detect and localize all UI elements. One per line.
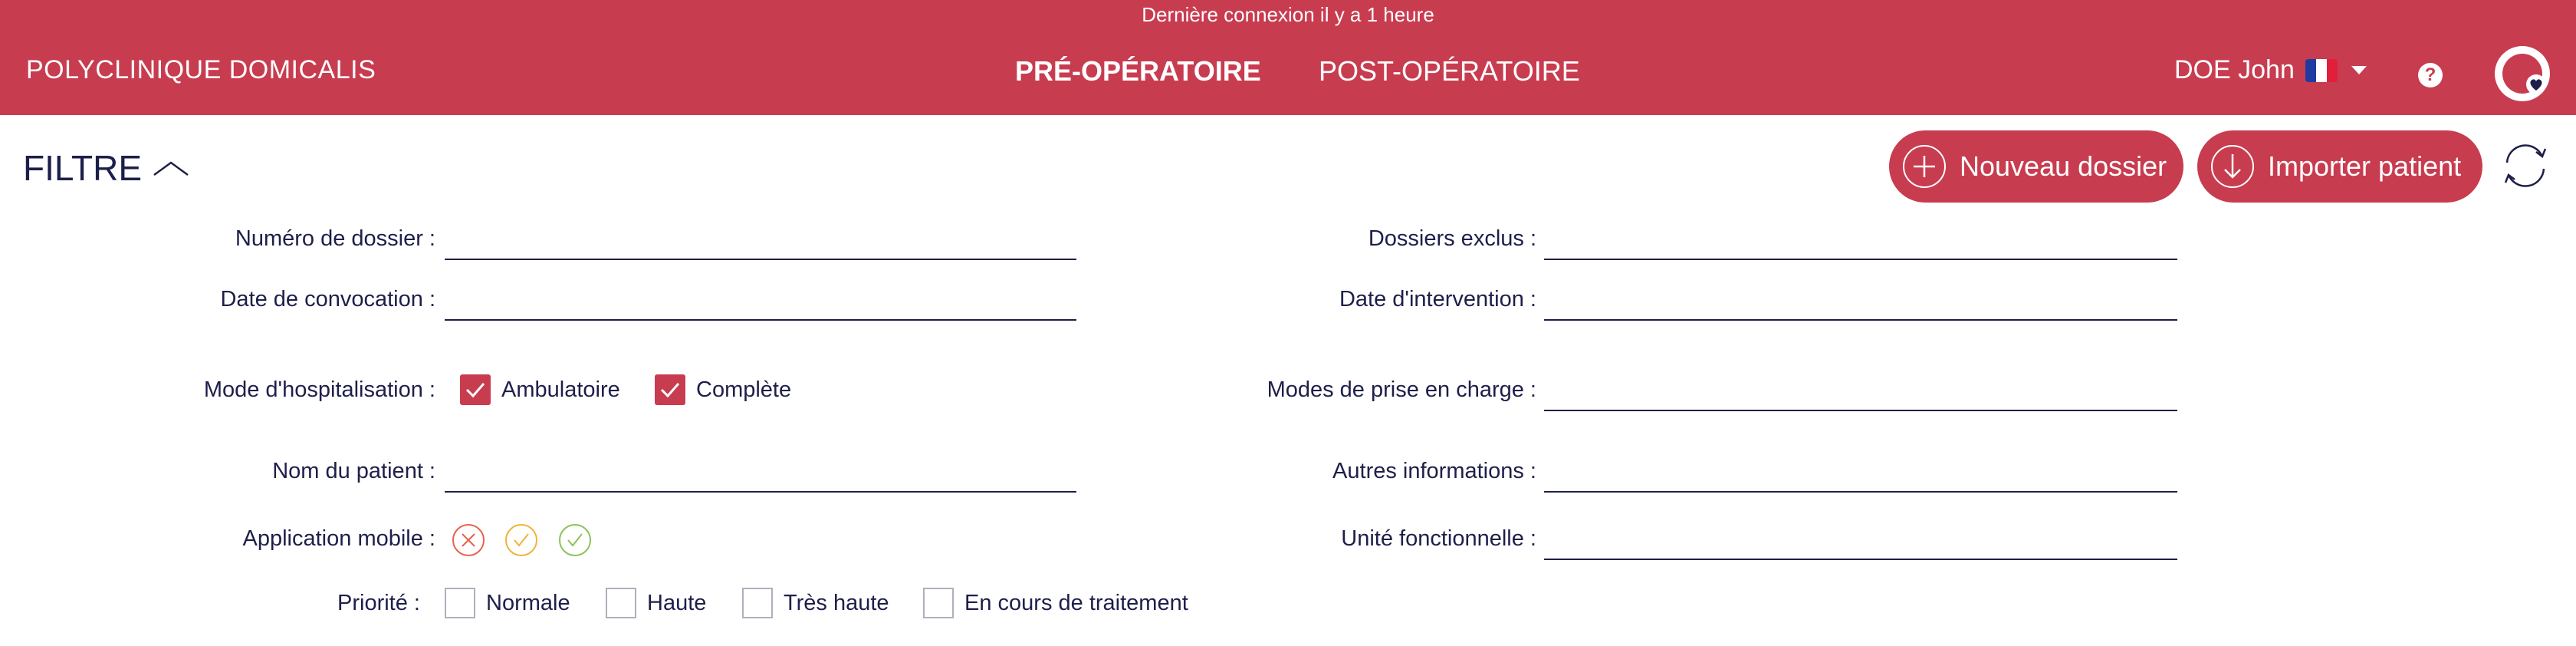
ambulatoire-label: Ambulatoire — [501, 377, 620, 402]
date-intervention-input[interactable] — [1544, 288, 2177, 321]
autres-informations-input[interactable] — [1544, 460, 2177, 493]
new-file-button[interactable] — [1889, 130, 2183, 203]
modes-prise-en-charge-label: Modes de prise en charge : — [1267, 377, 1536, 402]
numero-dossier-label: Numéro de dossier : — [235, 226, 435, 251]
numero-dossier-input[interactable] — [445, 228, 1076, 260]
ambulatoire-checkbox[interactable] — [460, 374, 491, 405]
filter-title: FILTRE — [23, 148, 143, 188]
tab-pre-operatoire[interactable]: PRÉ-OPÉRATOIRE — [1015, 55, 1261, 87]
top-navigation-bar — [0, 0, 2576, 115]
unite-fonctionnelle-input[interactable] — [1544, 528, 2177, 560]
user-name: DOE John — [2174, 55, 2295, 84]
filter-toggle[interactable] — [23, 147, 189, 189]
priorite-label: Priorité : — [337, 591, 420, 615]
application-mobile-label: Application mobile : — [242, 526, 435, 551]
import-patient-label: Importer patient — [2268, 150, 2462, 182]
priorite-en-cours-label: En cours de traitement — [964, 591, 1188, 615]
modes-prise-en-charge-input[interactable] — [1544, 379, 2177, 411]
unite-fonctionnelle-label: Unité fonctionnelle : — [1341, 526, 1536, 551]
new-file-label: Nouveau dossier — [1960, 150, 2167, 182]
priorite-haute-checkbox[interactable] — [606, 588, 636, 618]
nom-patient-input[interactable] — [445, 460, 1076, 493]
priorite-normale-checkbox[interactable] — [445, 588, 475, 618]
dossiers-exclus-input[interactable] — [1544, 228, 2177, 260]
priorite-tres-haute-checkbox[interactable] — [742, 588, 773, 618]
x-circle-icon[interactable] — [451, 522, 486, 558]
chevron-down-icon — [2351, 66, 2367, 74]
check-icon — [465, 381, 486, 399]
date-convocation-input[interactable] — [445, 288, 1076, 321]
priorite-normale-label: Normale — [486, 591, 570, 615]
dossiers-exclus-label: Dossiers exclus : — [1368, 226, 1536, 251]
mode-hospitalisation-label: Mode d'hospitalisation : — [203, 377, 435, 402]
brand-name: POLYCLINIQUE DOMICALIS — [26, 55, 376, 84]
check-icon — [659, 381, 681, 399]
plus-icon — [1903, 145, 1946, 188]
chevron-up-icon — [153, 158, 189, 178]
complete-checkbox[interactable] — [655, 374, 685, 405]
tab-post-operatoire[interactable]: POST-OPÉRATOIRE — [1319, 55, 1580, 87]
last-login-text: Dernière connexion il y a 1 heure — [1142, 3, 1434, 26]
refresh-icon[interactable] — [2498, 138, 2553, 193]
date-convocation-label: Date de convocation : — [220, 287, 435, 311]
french-flag-icon — [2305, 59, 2338, 82]
autres-informations-label: Autres informations : — [1332, 459, 1536, 483]
priorite-haute-label: Haute — [647, 591, 707, 615]
priorite-en-cours-checkbox[interactable] — [923, 588, 954, 618]
download-icon — [2211, 145, 2254, 188]
check-circle-icon[interactable] — [504, 522, 539, 558]
import-patient-button[interactable] — [2197, 130, 2482, 203]
complete-label: Complète — [696, 377, 792, 402]
priorite-tres-haute-label: Très haute — [784, 591, 889, 615]
nom-patient-label: Nom du patient : — [272, 459, 435, 483]
heart-icon — [2525, 74, 2547, 95]
check-circle-icon[interactable] — [557, 522, 593, 558]
date-intervention-label: Date d'intervention : — [1339, 287, 1536, 311]
avatar[interactable] — [2495, 46, 2550, 101]
user-menu[interactable] — [2174, 55, 2367, 85]
help-icon[interactable]: ? — [2418, 63, 2443, 87]
